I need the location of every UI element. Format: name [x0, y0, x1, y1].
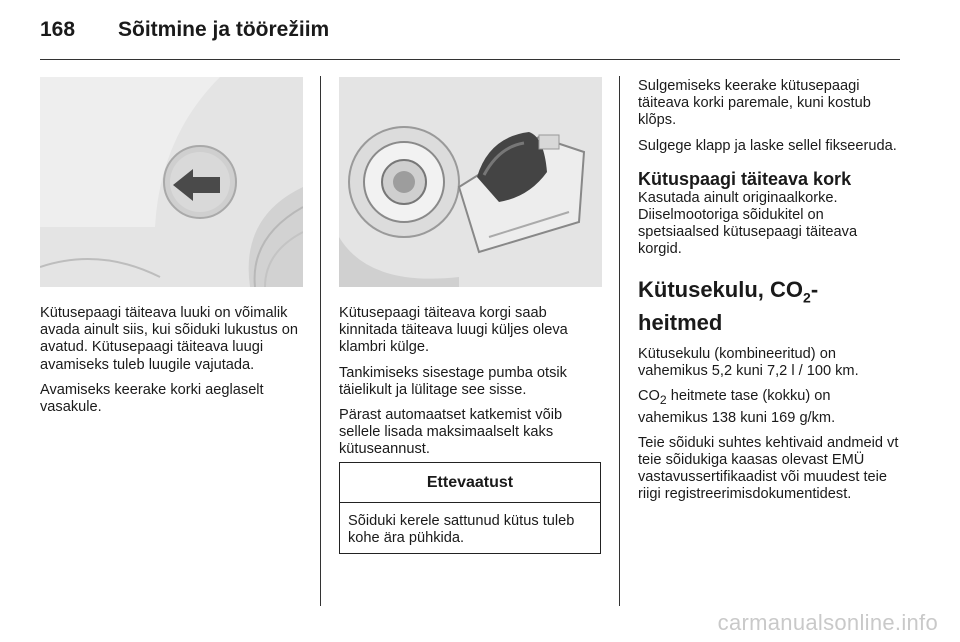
- col3-paragraph-6: Teie sõiduki suhtes kehtivaid andmeid vt teie sõidukiga kaasas olevast EMÜ vastavussertifikaadist või muudest teie riigi registreerimisdokumentidest.: [638, 434, 899, 503]
- fuel-cap-open-illustration-icon: [339, 77, 602, 287]
- column-2: [339, 305, 604, 467]
- col1-paragraph-1: Kütusepaagi täiteava luuki on võimalik avada ainult siis, kui sõiduki lukustus on avatud. Kütusepaagi täiteava luugi avamiseks tuleb luugile vajutada.: [40, 305, 298, 373]
- consumption-heading: Kütusekulu, $CO_2$-heitmed: [638, 276, 819, 336]
- warning-body: Sõiduki kerele sattunud kütus tuleb kohe ära pühkida.: [348, 513, 575, 547]
- page-number: 168: [40, 18, 76, 41]
- warning-title: Ettevaatust: [340, 463, 600, 503]
- col1-paragraph-2: Avamiseks keerake korki aeglaselt vasakule.: [40, 381, 264, 416]
- header-rule: [40, 59, 900, 60]
- col3-paragraph-3: Kasutada ainult originaalkorke. Diiselmootoriga sõidukitel on spetsiaalsed kütusepaagi täiteava korgid.: [638, 189, 858, 258]
- col2-paragraph-2: Tankimiseks sisestage pumba otsik täielikult ja lülitage see sisse.: [339, 364, 567, 398]
- page-header: [40, 18, 329, 42]
- column-3: [638, 78, 900, 512]
- warning-box: [339, 462, 601, 554]
- col3-paragraph-2: Sulgege klapp ja laske sellel fikseeruda.: [638, 137, 897, 154]
- col3-paragraph-5: $CO_2$ heitmete tase (kokku) on vahemikus 138 kuni 169 g/km.: [638, 388, 836, 426]
- watermark: carmanualsonline.info: [717, 610, 938, 635]
- col2-paragraph-3: Pärast automaatset katkemist võib sellele lisada maksimaalselt kaks kütuseannust.: [339, 407, 563, 458]
- col3-paragraph-4: Kütusekulu (kombineeritud) on vahemikus 5,2 kuni 7,2 l / 100 km.: [638, 346, 859, 380]
- col2-paragraph-1: Kütusepaagi täiteava korgi saab kinnitada täiteava luugi küljes oleva klambri külge.: [339, 305, 568, 356]
- fuel-door-arrow-illustration-icon: [40, 77, 303, 287]
- col3-paragraph-1: Sulgemiseks keerake kütusepaagi täiteava korki paremale, kuni kostub klõps.: [638, 78, 871, 129]
- column-divider-1: [320, 76, 321, 606]
- column-divider-2: [619, 76, 620, 606]
- page-title: Sõitmine ja töörežiim: [118, 18, 330, 41]
- fuel-cap-heading: Kütuspaagi täiteava kork: [638, 168, 852, 189]
- column-1: [40, 305, 312, 424]
